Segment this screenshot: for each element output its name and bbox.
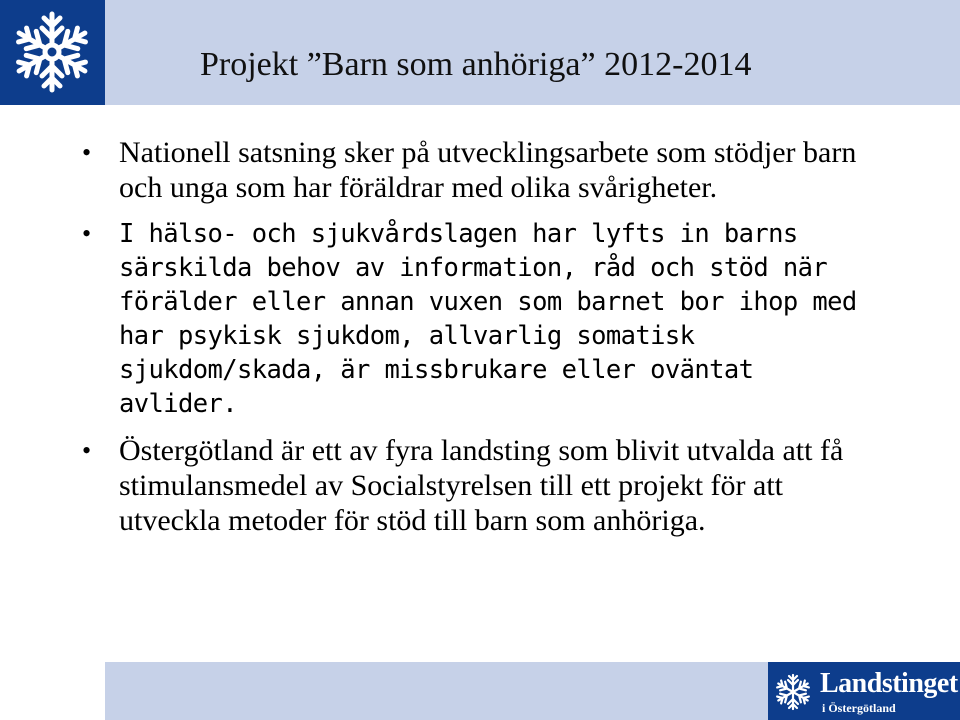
slide-title: Projekt ”Barn som anhöriga” 2012-2014 bbox=[200, 46, 752, 83]
bullet-marker: • bbox=[82, 138, 92, 167]
bullet-marker: • bbox=[82, 219, 91, 248]
corner-logo bbox=[0, 0, 105, 105]
bullet-list bbox=[82, 135, 882, 538]
list-item bbox=[82, 135, 882, 205]
snowflake-icon bbox=[772, 671, 814, 713]
list-item bbox=[82, 433, 882, 538]
bullet-text: I hälso- och sjukvårdslagen har lyfts in barns särskilda behov av information, råd och stöd när förälder eller annan vuxen som barnet bor ihop med har psykisk sjukdom, allvarlig somatisk sjukdom/skada, är missbrukare eller oväntat avlider. bbox=[119, 219, 857, 419]
bullet-text: Nationell satsning sker på utvecklingsarbete som stödjer barn och unga som har föräldrar med olika svårigheter. bbox=[119, 136, 857, 204]
org-name: Landstinget bbox=[820, 668, 958, 699]
bullet-text: Östergötland är ett av fyra landsting som blivit utvalda att få stimulansmedel av Socialstyrelsen till ett projekt för att utveckla metoder för stöd till barn som anhöriga. bbox=[119, 434, 844, 537]
bullet-marker: • bbox=[82, 436, 92, 465]
snowflake-icon bbox=[0, 0, 105, 105]
org-region: i Östergötland bbox=[822, 701, 896, 715]
list-item bbox=[82, 217, 882, 421]
landstinget-logo bbox=[768, 662, 960, 720]
